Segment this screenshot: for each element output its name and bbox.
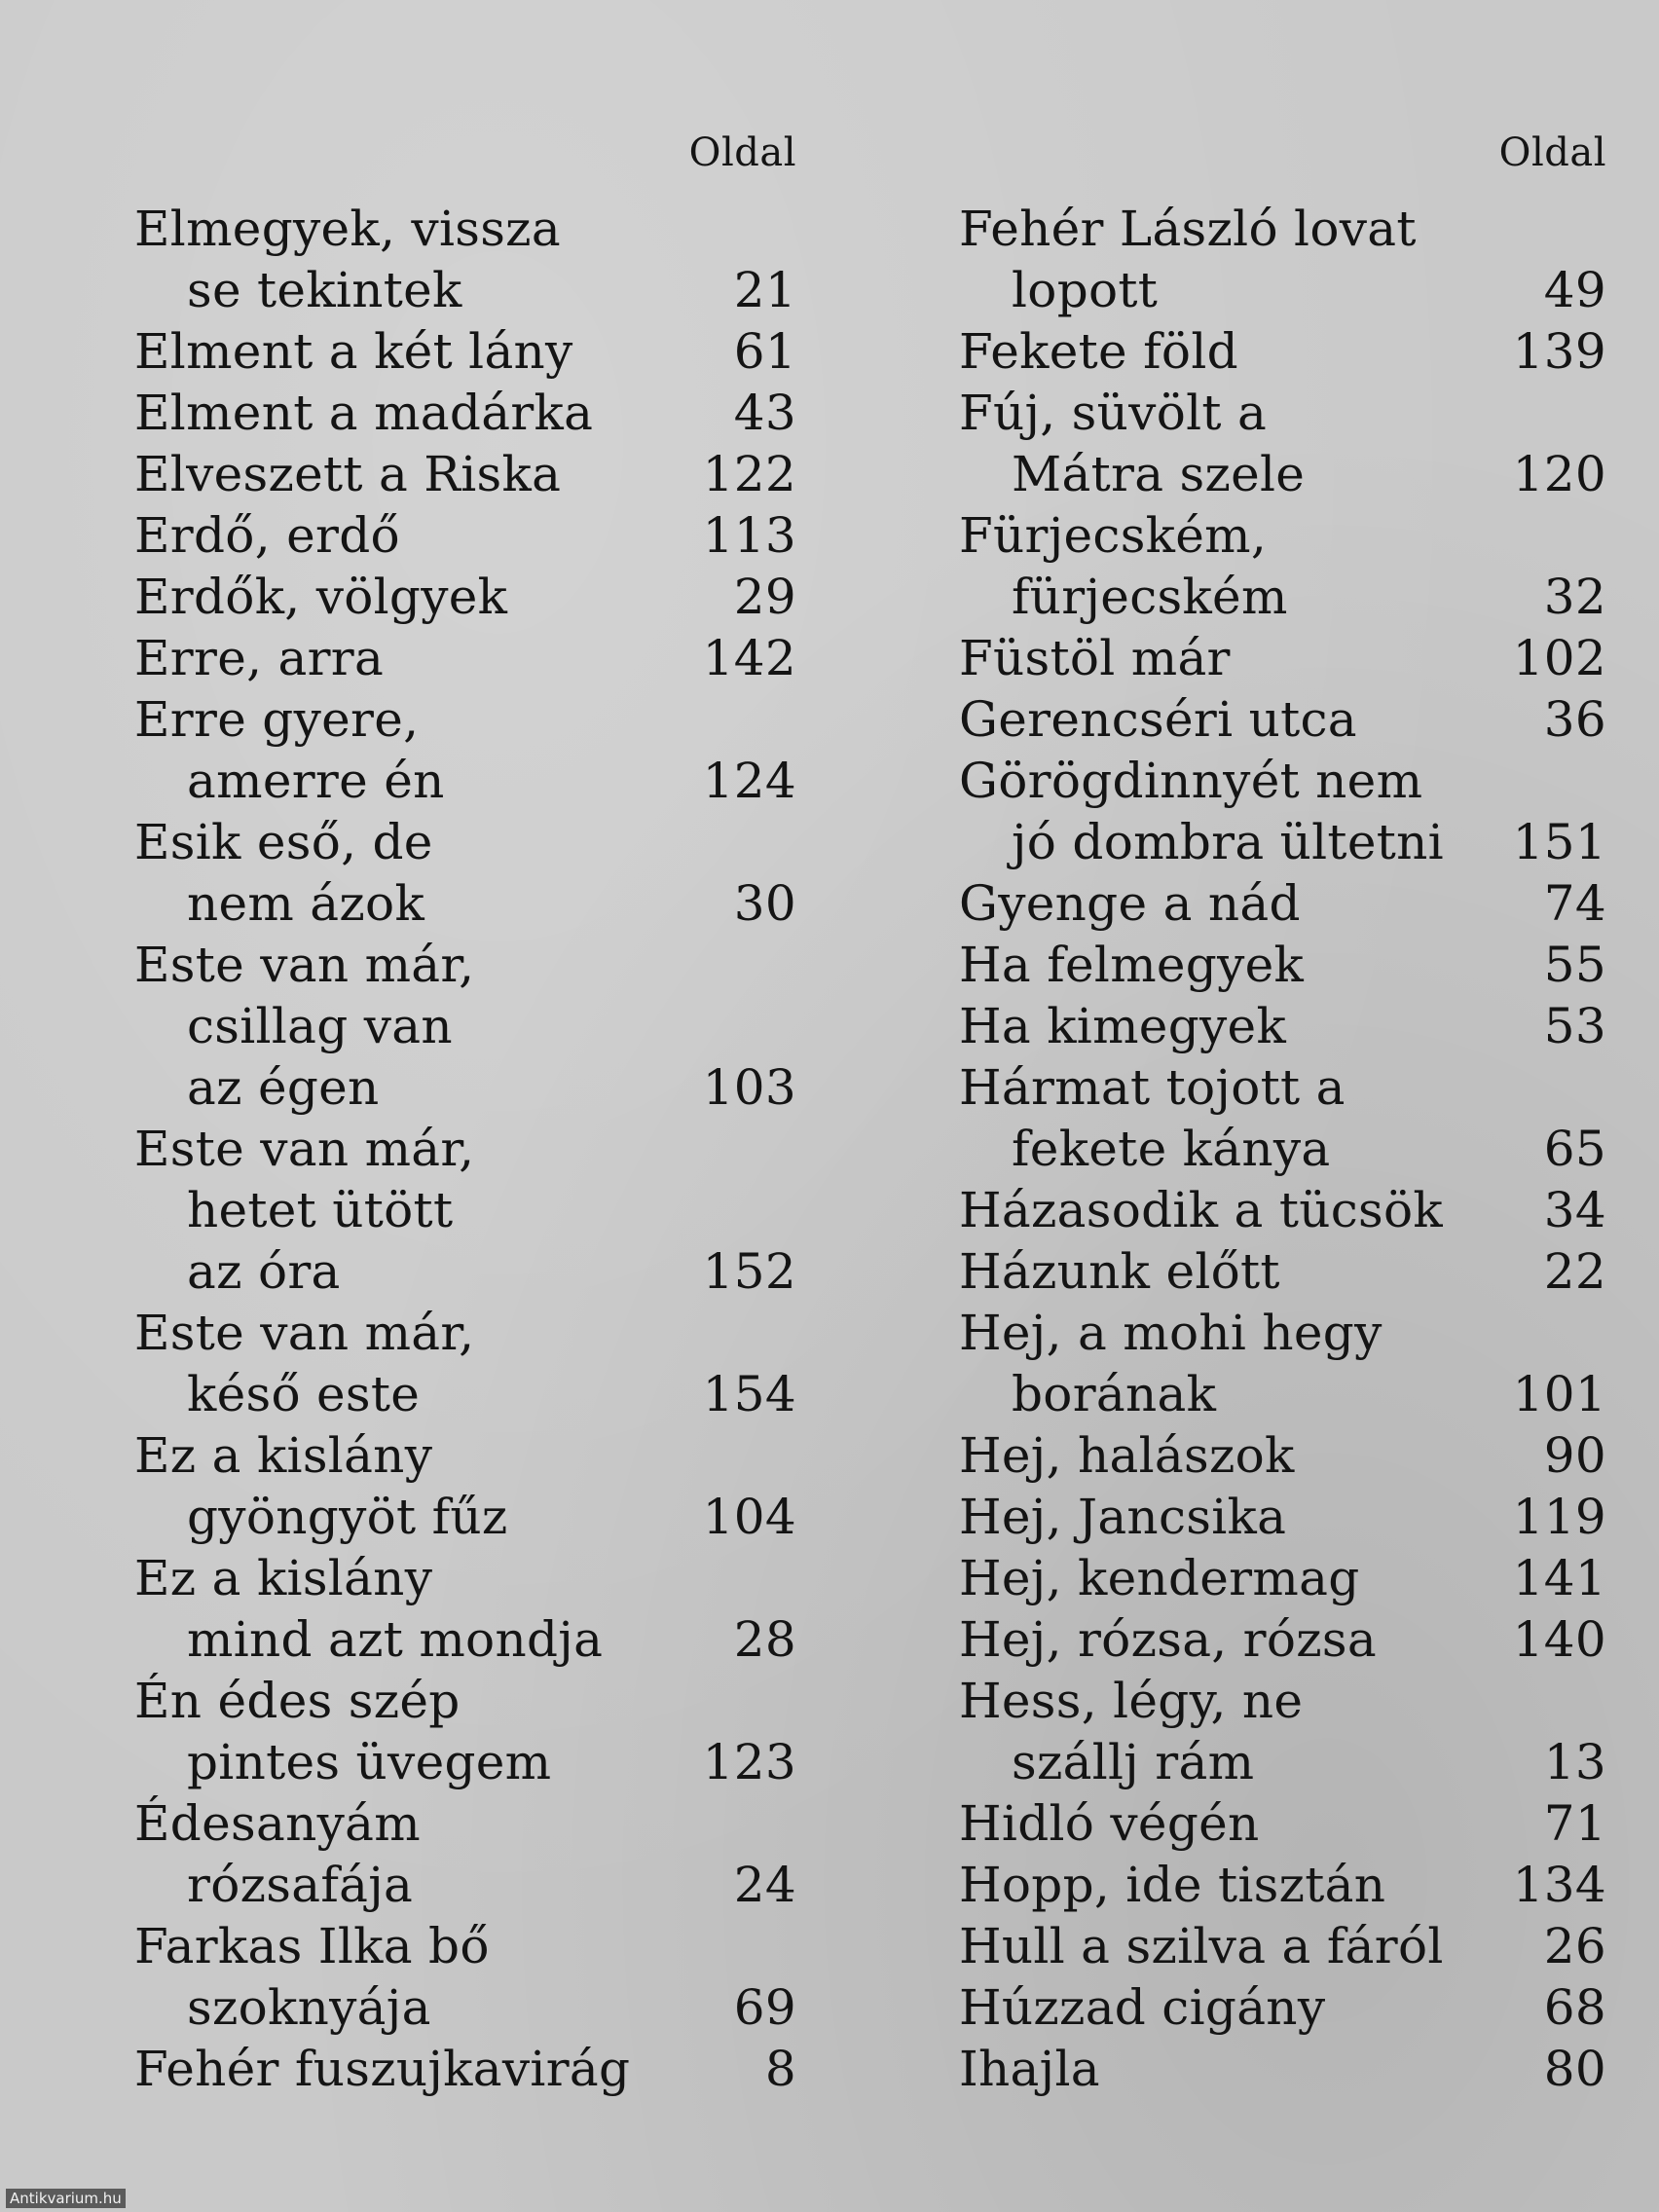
entries-left: [134, 199, 796, 2100]
index-entry: [959, 1425, 1606, 1487]
entry-page-number: 34: [1543, 1182, 1606, 1238]
entry-title-text: mind azt mondja: [187, 1611, 604, 1668]
entry-title-line: [959, 1241, 1606, 1303]
entry-page-number: 154: [702, 1366, 796, 1422]
index-entry: [134, 321, 796, 383]
entry-title-line: [959, 1671, 1606, 1732]
entry-title-text: Én édes szép: [134, 1673, 461, 1729]
entry-title-text: Ihajla: [959, 2041, 1100, 2097]
entry-title-text: Házasodik a tücsök: [959, 1182, 1443, 1238]
entry-page-number: 24: [733, 1857, 796, 1913]
index-entry: [134, 383, 796, 444]
entry-title-line: [134, 2039, 796, 2100]
entry-title-text: amerre én: [187, 753, 445, 809]
entry-page-number: 13: [1543, 1734, 1606, 1790]
entry-title-text: Hej, rózsa, rózsa: [959, 1611, 1378, 1668]
entry-title-text: Gyenge a nád: [959, 875, 1301, 932]
column-header-left: Oldal: [688, 130, 796, 175]
entry-title-text: Hej, kendermag: [959, 1550, 1360, 1606]
entry-page-number: 61: [733, 323, 796, 380]
entry-title-text: Este van már,: [134, 1305, 475, 1361]
entry-title-text: Erdők, völgyek: [134, 569, 508, 625]
entry-title-text: Fekete föld: [959, 323, 1238, 380]
entry-continuation-line: [134, 1732, 796, 1793]
entry-title-text: Fehér fuszujkavirág: [134, 2041, 631, 2097]
entry-title-text: hetet ütött: [187, 1182, 454, 1238]
entry-title-text: Hej, a mohi hegy: [959, 1305, 1382, 1361]
entry-title-line: [959, 1609, 1606, 1671]
index-entry: [134, 812, 796, 935]
entry-title-line: [959, 1548, 1606, 1609]
index-entry: [959, 1548, 1606, 1609]
index-entry: [134, 1425, 796, 1548]
entry-continuation-line: [134, 1977, 796, 2039]
entry-title-text: se tekintek: [187, 262, 462, 318]
index-entry: [959, 996, 1606, 1057]
entry-title-text: Fúj, süvölt a: [959, 385, 1268, 441]
entry-title-line: [959, 751, 1606, 812]
entry-page-number: 55: [1543, 937, 1606, 993]
entry-continuation-line: [134, 1057, 796, 1119]
index-entry: [959, 751, 1606, 873]
entry-page-number: 30: [733, 875, 796, 932]
entry-page-number: 124: [702, 753, 796, 809]
entry-title-line: [134, 1916, 796, 1977]
index-entry: [959, 2039, 1606, 2100]
entry-continuation-line: [959, 1732, 1606, 1793]
entry-title-text: Erre gyere,: [134, 691, 420, 748]
entry-page-number: 152: [702, 1243, 796, 1300]
entry-title-line: [134, 1119, 796, 1180]
entry-title-line: [134, 505, 796, 567]
index-entry: [959, 628, 1606, 689]
entry-title-text: Húzzad cigány: [959, 1979, 1326, 2036]
index-entry: [959, 1609, 1606, 1671]
entry-page-number: 8: [764, 2041, 796, 2097]
entry-title-text: Esik eső, de: [134, 814, 433, 870]
entry-title-line: [134, 444, 796, 505]
entry-page-number: 32: [1543, 569, 1606, 625]
entry-page-number: 102: [1512, 630, 1606, 686]
index-entry: [959, 1671, 1606, 1793]
entry-page-number: 71: [1543, 1795, 1606, 1852]
entry-continuation-line: [134, 1487, 796, 1548]
index-entry: [959, 1241, 1606, 1303]
entry-continuation-line: [959, 812, 1606, 873]
entry-title-text: Ez a kislány: [134, 1427, 433, 1484]
index-entry: [959, 1180, 1606, 1241]
entry-title-line: [959, 628, 1606, 689]
index-entry: [134, 1793, 796, 1916]
entry-title-text: Füstöl már: [959, 630, 1231, 686]
entry-title-text: az óra: [187, 1243, 341, 1300]
entry-title-line: [959, 1425, 1606, 1487]
entry-title-line: [959, 2039, 1606, 2100]
entry-page-number: 53: [1543, 998, 1606, 1054]
entry-title-line: [134, 383, 796, 444]
entry-title-line: [134, 812, 796, 873]
entry-title-line: [959, 1916, 1606, 1977]
index-entry: [134, 1671, 796, 1793]
entry-title-text: Elment a madárka: [134, 385, 594, 441]
entry-title-text: Édesanyám: [134, 1795, 421, 1852]
entry-page-number: 123: [702, 1734, 796, 1790]
index-column-right: [959, 129, 1606, 2100]
entry-page-number: 69: [733, 1979, 796, 2036]
entry-page-number: 80: [1543, 2041, 1606, 2097]
entry-title-line: [959, 383, 1606, 444]
entry-title-text: Ez a kislány: [134, 1550, 433, 1606]
entry-page-number: 140: [1512, 1611, 1606, 1668]
column-header-right: Oldal: [1498, 130, 1606, 175]
index-entry: [134, 1119, 796, 1303]
entry-title-text: borának: [1012, 1366, 1217, 1422]
entry-page-number: 113: [702, 507, 796, 564]
entry-page-number: 151: [1512, 814, 1606, 870]
entry-page-number: 139: [1512, 323, 1606, 380]
entry-page-number: 103: [702, 1059, 796, 1116]
entry-title-text: Este van már,: [134, 1121, 475, 1177]
entry-title-line: [134, 1425, 796, 1487]
entry-page-number: 74: [1543, 875, 1606, 932]
entry-continuation-line: [959, 1119, 1606, 1180]
entry-page-number: 141: [1512, 1550, 1606, 1606]
entry-title-text: Erre, arra: [134, 630, 385, 686]
entry-title-text: Farkas Ilka bő: [134, 1918, 490, 1974]
entry-title-text: rózsafája: [187, 1857, 414, 1913]
entry-page-number: 28: [733, 1611, 796, 1668]
entry-title-line: [959, 1180, 1606, 1241]
entry-title-line: [134, 1548, 796, 1609]
entry-page-number: 119: [1512, 1489, 1606, 1545]
index-entry: [134, 567, 796, 628]
entry-title-text: az égen: [187, 1059, 380, 1116]
entry-title-line: [959, 689, 1606, 751]
entry-title-line: [959, 1793, 1606, 1855]
entry-title-text: Elment a két lány: [134, 323, 573, 380]
entry-title-line: [959, 321, 1606, 383]
entry-title-text: Fürjecském,: [959, 507, 1268, 564]
index-entry: [959, 1793, 1606, 1855]
entry-title-text: Hidló végén: [959, 1795, 1260, 1852]
entry-continuation-line: [134, 1241, 796, 1303]
entry-continuation-line: [959, 444, 1606, 505]
entry-page-number: 122: [702, 446, 796, 502]
index-column-left: [134, 129, 796, 2100]
index-entry: [959, 873, 1606, 935]
index-entry: [959, 689, 1606, 751]
entry-title-line: [959, 1303, 1606, 1364]
entry-page-number: 101: [1512, 1366, 1606, 1422]
entry-title-text: Este van már,: [134, 937, 475, 993]
entry-title-text: szállj rám: [1012, 1734, 1255, 1790]
entry-title-line: [959, 873, 1606, 935]
entry-continuation-line: [134, 751, 796, 812]
entry-title-line: [134, 1671, 796, 1732]
entry-title-text: Házunk előtt: [959, 1243, 1280, 1300]
entry-continuation-line: [134, 1855, 796, 1916]
entry-continuation-line: [134, 1609, 796, 1671]
entry-title-text: gyöngyöt fűz: [187, 1489, 508, 1545]
index-entry: [134, 628, 796, 689]
entry-title-text: Fehér László lovat: [959, 201, 1417, 257]
entry-title-text: Hármat tojott a: [959, 1059, 1346, 1116]
entry-title-text: Hess, légy, ne: [959, 1673, 1304, 1729]
entry-page-number: 134: [1512, 1857, 1606, 1913]
entry-title-line: [134, 1303, 796, 1364]
entry-page-number: 22: [1543, 1243, 1606, 1300]
entry-page-number: 43: [733, 385, 796, 441]
entries-right: [959, 199, 1606, 2100]
entry-title-line: [959, 199, 1606, 260]
index-entry: [959, 1855, 1606, 1916]
entry-page-number: 21: [733, 262, 796, 318]
entry-page-number: 36: [1543, 691, 1606, 748]
entry-title-line: [959, 505, 1606, 567]
entry-continuation-line: [134, 1364, 796, 1425]
entry-page-number: 68: [1543, 1979, 1606, 2036]
entry-title-line: [959, 1487, 1606, 1548]
entry-continuation-line: [134, 1180, 796, 1241]
entry-page-number: 120: [1512, 446, 1606, 502]
entry-page-number: 29: [733, 569, 796, 625]
entry-title-text: Ha felmegyek: [959, 937, 1305, 993]
watermark-label: Antikvarium.hu: [6, 2189, 126, 2208]
entry-title-line: [134, 199, 796, 260]
index-entry: [959, 383, 1606, 505]
index-entry: [134, 199, 796, 321]
entry-title-text: Gerencséri utca: [959, 691, 1357, 748]
entry-title-line: [134, 321, 796, 383]
index-entry: [959, 505, 1606, 628]
index-entry: [134, 444, 796, 505]
entry-title-line: [134, 628, 796, 689]
entry-title-text: csillag van: [187, 998, 453, 1054]
entry-continuation-line: [134, 260, 796, 321]
entry-title-line: [134, 935, 796, 996]
entry-title-line: [959, 996, 1606, 1057]
entry-page-number: 65: [1543, 1121, 1606, 1177]
index-entry: [959, 321, 1606, 383]
entry-title-text: lopott: [1012, 262, 1159, 318]
entry-title-text: Hopp, ide tisztán: [959, 1857, 1386, 1913]
entry-title-text: Görögdinnyét nem: [959, 753, 1423, 809]
entry-page-number: 142: [702, 630, 796, 686]
entry-title-text: fürjecském: [1012, 569, 1288, 625]
index-entry: [134, 689, 796, 812]
entry-title-text: szoknyája: [187, 1979, 431, 2036]
entry-title-line: [134, 1793, 796, 1855]
index-entry: [134, 1916, 796, 2039]
entry-title-text: Hull a szilva a fáról: [959, 1918, 1444, 1974]
entry-continuation-line: [959, 567, 1606, 628]
entry-page-number: 90: [1543, 1427, 1606, 1484]
entry-title-text: Elmegyek, vissza: [134, 201, 561, 257]
index-entry: [134, 2039, 796, 2100]
entry-title-line: [959, 1977, 1606, 2039]
index-entry: [959, 1487, 1606, 1548]
entry-title-text: nem ázok: [187, 875, 425, 932]
entry-continuation-line: [959, 260, 1606, 321]
entry-title-text: Mátra szele: [1012, 446, 1306, 502]
index-entry: [134, 1548, 796, 1671]
index-entry: [959, 1057, 1606, 1180]
entry-title-line: [959, 935, 1606, 996]
entry-page-number: 49: [1543, 262, 1606, 318]
index-entry: [134, 505, 796, 567]
entry-page-number: 104: [702, 1489, 796, 1545]
index-entry: [959, 935, 1606, 996]
entry-title-line: [134, 689, 796, 751]
entry-page-number: 26: [1543, 1918, 1606, 1974]
entry-title-line: [134, 567, 796, 628]
index-entry: [959, 1916, 1606, 1977]
entry-title-text: Hej, Jancsika: [959, 1489, 1287, 1545]
entry-title-text: Hej, halászok: [959, 1427, 1295, 1484]
entry-title-text: pintes üvegem: [187, 1734, 552, 1790]
index-entry: [134, 935, 796, 1119]
entry-continuation-line: [134, 996, 796, 1057]
index-entry: [959, 199, 1606, 321]
entry-continuation-line: [959, 1364, 1606, 1425]
entry-title-text: jó dombra ültetni: [1012, 814, 1444, 870]
entry-continuation-line: [134, 873, 796, 935]
index-entry: [959, 1977, 1606, 2039]
entry-title-line: [959, 1057, 1606, 1119]
entry-title-text: Elveszett a Riska: [134, 446, 562, 502]
entry-title-text: Erdő, erdő: [134, 507, 400, 564]
entry-title-text: Ha kimegyek: [959, 998, 1287, 1054]
entry-title-text: fekete kánya: [1012, 1121, 1331, 1177]
entry-title-line: [959, 1855, 1606, 1916]
index-entry: [959, 1303, 1606, 1425]
entry-title-text: késő este: [187, 1366, 421, 1422]
index-entry: [134, 1303, 796, 1425]
